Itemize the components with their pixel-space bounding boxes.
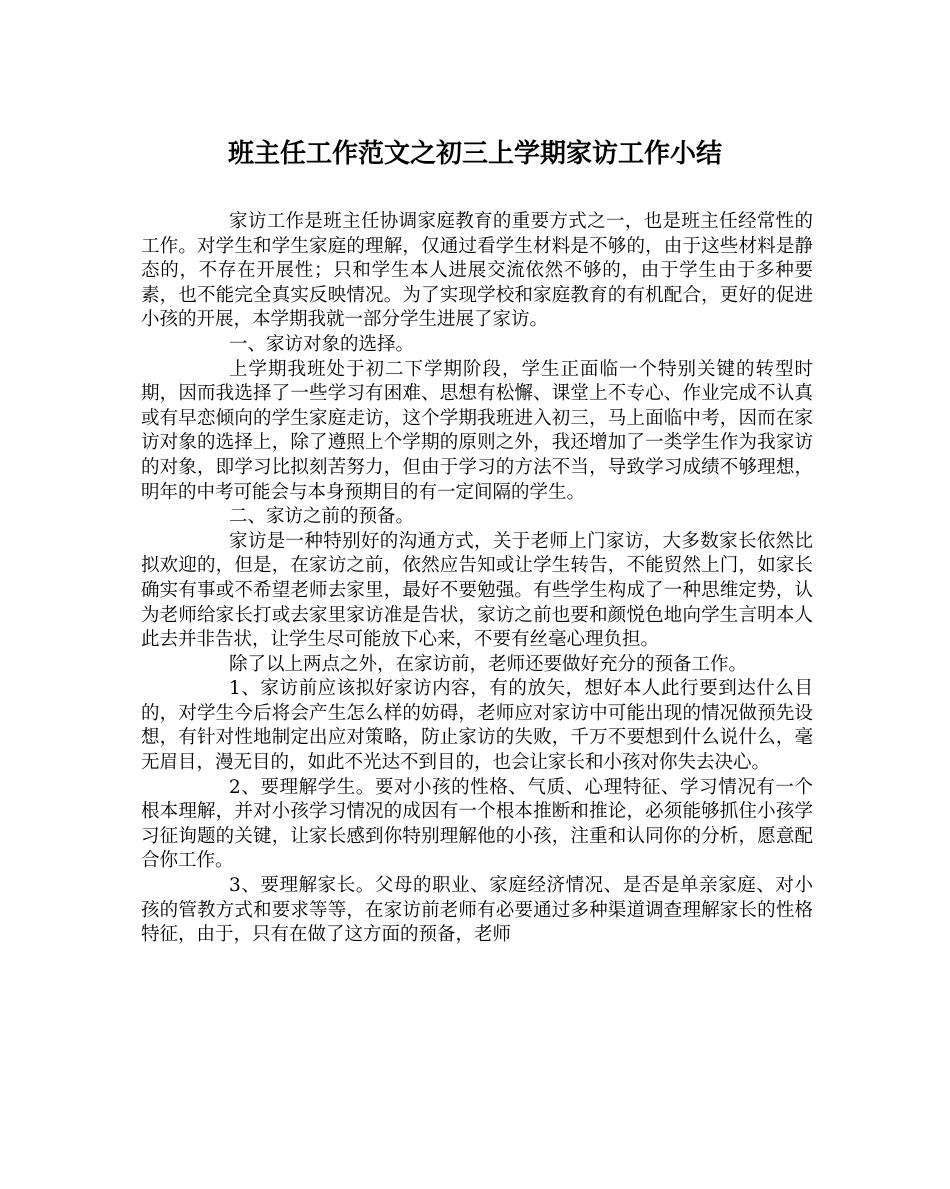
paragraph-preparation: 除了以上两点之外，在家访前，老师还要做好充分的预备工作。 <box>229 653 748 675</box>
paragraph-point-3: 3、要理解家长。父母的职业、家庭经济情况、是否是单亲家庭、对小孩的管教方式和要求等等，在家访前老师有必要通过多种渠道调查理解家长的性格特征，由于，只有在做了这方面的预备，老师 <box>141 875 813 946</box>
section-heading-1: 一、家访对象的选择。 <box>229 333 415 355</box>
paragraph-communication: 家访是一种特别好的沟通方式，关于老师上门家访，大多数家长依然比拟欢迎的，但是，在家访之前，依然应告知或让学生转告，不能贸然上门，如家长确实有事或不希望老师去家里，最好不要勉强。有些学生构成了一种思维定势，认为老师给家长打或去家里家访准是告状，家访之前也要和颜悦色地向学生言明本人此去并非告状，让学生尽可能放下心来，不要有丝毫心理负担。 <box>141 530 813 651</box>
paragraph-point-2: 2、要理解学生。要对小孩的性格、气质、心理特征、学习情况有一个根本理解，并对小孩学习情况的成因有一个根本推断和推论，必须能够抓住小孩学习征询题的关键，让家长感到你特别理解他的小孩，注重和认同你的分析，愿意配合你工作。 <box>141 776 813 872</box>
document-body <box>141 210 813 948</box>
paragraph-intro: 家访工作是班主任协调家庭教育的重要方式之一，也是班主任经常性的工作。对学生和学生家庭的理解，仅通过看学生材料是不够的，由于这些材料是静态的，不存在开展性；只和学生本人进展交流依然不够的，由于学生由于多种要素，也不能完全真实反映情况。为了实现学校和家庭教育的有机配合，更好的促进小孩的开展，本学期我就一部分学生进展了家访。 <box>141 211 813 331</box>
section-heading-2: 二、家访之前的预备。 <box>229 506 415 528</box>
document-title: 班主任工作范文之初三上学期家访工作小结 <box>227 139 722 169</box>
paragraph-visit-targets: 上学期我班处于初二下学期阶段，学生正面临一个特别关键的转型时期，因而我选择了一些学习有困难、思想有松懈、课堂上不专心、作业完成不认真或有早恋倾向的学生家庭走访，这个学期我班进入初三，马上面临中考，因而在家访对象的选择上，除了遵照上个学期的原则之外，我还增加了一类学生作为我家访的对象，即学习比拟刻苦努力，但由于学习的方法不当，导致学习成绩不够理想，明年的中考可能会与本身预期目的有一定间隔的学生。 <box>141 358 813 503</box>
paragraph-point-1: 1、家访前应该拟好家访内容，有的放矢，想好本人此行要到达什么目的，对学生今后将会产生怎么样的妨碍，老师应对家访中可能出现的情况做预先设想，有针对性地制定出应对策略，防止家访的失败，千万不要想到什么说什么，毫无眉目，漫无目的，如此不光达不到目的，也会让家长和小孩对你失去决心。 <box>141 678 813 774</box>
